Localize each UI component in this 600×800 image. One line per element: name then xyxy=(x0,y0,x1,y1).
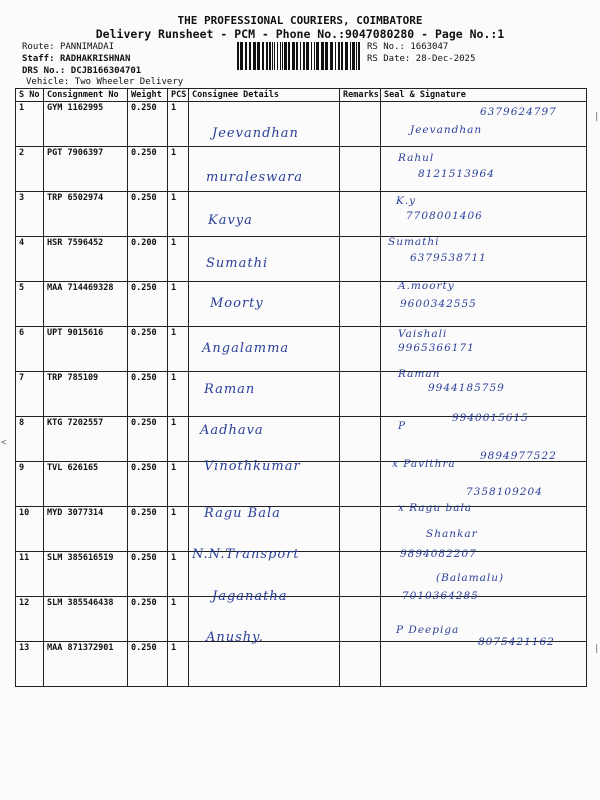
row-consignment-no: UPT 9015616 xyxy=(44,327,128,372)
row-remarks-cell xyxy=(340,507,381,552)
row-consignment-no: TVL 626165 xyxy=(44,462,128,507)
barcode-bar xyxy=(296,42,298,70)
consignee-name: Raman xyxy=(204,382,256,397)
barcode-bar xyxy=(341,42,343,70)
row-sno: 13 xyxy=(16,642,44,687)
row-sno: 12 xyxy=(16,597,44,642)
table-header-row xyxy=(16,89,587,102)
barcode-bar xyxy=(240,42,243,70)
consignee-name: Kavya xyxy=(208,213,253,228)
vehicle-label: Vehicle: xyxy=(26,77,75,87)
row-remarks-cell xyxy=(340,417,381,462)
receiver-signature: x Pavithra xyxy=(392,458,456,470)
receiver-phone: 9600342555 xyxy=(400,298,477,310)
consignee-name: Ragu Bala xyxy=(204,506,281,521)
receiver-signature: Shankar xyxy=(426,528,478,540)
drs-value: DCJB166304701 xyxy=(70,66,142,76)
row-consignment-no: TRP 785109 xyxy=(44,372,128,417)
row-weight: 0.250 xyxy=(128,597,168,642)
barcode-bar xyxy=(306,42,309,70)
rs-date-value: 28-Dec-2025 xyxy=(415,54,476,64)
row-weight: 0.250 xyxy=(128,147,168,192)
row-consignee-cell xyxy=(189,642,340,687)
row-remarks-cell xyxy=(340,552,381,597)
row-sno: 9 xyxy=(16,462,44,507)
table-row xyxy=(16,237,587,282)
row-remarks-cell xyxy=(340,597,381,642)
receiver-signature: Jeevandhan xyxy=(410,124,483,136)
barcode-bar xyxy=(288,42,290,70)
barcode-bar xyxy=(249,42,251,70)
rs-date-line xyxy=(367,54,475,64)
row-weight: 0.250 xyxy=(128,102,168,147)
row-pcs: 1 xyxy=(168,462,189,507)
drs-label: DRS No.: xyxy=(22,66,71,76)
table-row xyxy=(16,282,587,327)
rs-date-label: RS Date: xyxy=(367,54,416,64)
barcode-bar xyxy=(272,42,273,70)
consignee-name: muraleswara xyxy=(206,170,304,185)
row-pcs: 1 xyxy=(168,372,189,417)
receiver-phone: 6379624797 xyxy=(480,106,557,118)
row-weight: 0.250 xyxy=(128,552,168,597)
receiver-phone: 8075421162 xyxy=(478,636,555,648)
rs-no-line xyxy=(367,42,448,52)
col-weight: Weight xyxy=(128,89,168,102)
row-remarks-cell xyxy=(340,282,381,327)
row-weight: 0.250 xyxy=(128,327,168,372)
row-weight: 0.250 xyxy=(128,372,168,417)
row-weight: 0.250 xyxy=(128,192,168,237)
row-signature-cell xyxy=(381,642,587,687)
consignee-name: Anushy. xyxy=(206,630,264,645)
row-remarks-cell xyxy=(340,372,381,417)
receiver-signature: P xyxy=(398,420,407,432)
punch-mark: | xyxy=(594,644,600,654)
receiver-signature: (Balamalu) xyxy=(436,572,505,584)
barcode-bar xyxy=(292,42,295,70)
receiver-phone: 7010364285 xyxy=(402,590,479,602)
barcode-bar xyxy=(245,42,247,70)
barcode-bar xyxy=(314,42,315,70)
barcode-bar xyxy=(277,42,278,70)
row-consignment-no: SLM 385546438 xyxy=(44,597,128,642)
vehicle-value: Two Wheeler Delivery xyxy=(74,77,184,87)
consignee-name: Moorty xyxy=(210,296,264,311)
row-weight: 0.250 xyxy=(128,507,168,552)
barcode-bar xyxy=(338,42,340,70)
receiver-phone: 9894082207 xyxy=(400,548,477,560)
row-remarks-cell xyxy=(340,192,381,237)
consignee-name: N.N.Transport xyxy=(192,547,300,562)
barcode-bar xyxy=(356,42,357,70)
row-sno: 10 xyxy=(16,507,44,552)
consignee-name: Sumathi xyxy=(206,256,269,271)
row-consignment-no: MYD 3077314 xyxy=(44,507,128,552)
drs-line xyxy=(22,66,141,76)
barcode-bar xyxy=(237,42,239,70)
receiver-phone: 8121513964 xyxy=(418,168,495,180)
row-pcs: 1 xyxy=(168,147,189,192)
barcode-bar xyxy=(274,42,275,70)
row-consignment-no: KTG 7202557 xyxy=(44,417,128,462)
barcode-bar xyxy=(280,42,281,70)
row-sno: 6 xyxy=(16,327,44,372)
table-row xyxy=(16,192,587,237)
runsheet-title: Delivery Runsheet - PCM - Phone No.:9047080280 - Page No.:1 xyxy=(95,27,505,41)
col-pcs: PCS xyxy=(168,89,189,102)
row-pcs: 1 xyxy=(168,507,189,552)
col-remarks: Remarks xyxy=(340,89,381,102)
consignee-name: Jeevandhan xyxy=(212,126,299,141)
row-consignment-no: SLM 385616519 xyxy=(44,552,128,597)
receiver-signature: Sumathi xyxy=(388,236,440,248)
barcode-bar xyxy=(311,42,312,70)
row-pcs: 1 xyxy=(168,552,189,597)
row-remarks-cell xyxy=(340,462,381,507)
row-pcs: 1 xyxy=(168,597,189,642)
barcode-bar xyxy=(282,42,283,70)
barcode-bar xyxy=(325,42,328,70)
row-consignment-no: PGT 7906397 xyxy=(44,147,128,192)
row-consignment-no: MAA 714469328 xyxy=(44,282,128,327)
staff-value: RADHAKRISHNAN xyxy=(59,54,131,64)
barcode-bar xyxy=(335,42,336,70)
row-remarks-cell xyxy=(340,147,381,192)
barcode-bar xyxy=(300,42,301,70)
row-sno: 3 xyxy=(16,192,44,237)
staff-label: Staff: xyxy=(22,54,60,64)
row-weight: 0.250 xyxy=(128,462,168,507)
receiver-phone: 7358109204 xyxy=(466,486,543,498)
route-line xyxy=(22,42,114,52)
barcode-bar xyxy=(284,42,287,70)
barcode-bar xyxy=(253,42,256,70)
row-consignment-no: MAA 871372901 xyxy=(44,642,128,687)
barcode-bar xyxy=(330,42,333,70)
barcode-bar xyxy=(262,42,264,70)
receiver-phone: 9940015615 xyxy=(452,412,529,424)
vehicle-line xyxy=(26,77,183,87)
col-seal-signature: Seal & Signature xyxy=(381,89,587,102)
company-title: THE PROFESSIONAL COURIERS, COIMBATORE xyxy=(177,14,423,27)
rs-no-label: RS No.: xyxy=(367,42,411,52)
barcode-bar xyxy=(266,42,268,70)
staff-line xyxy=(22,54,130,64)
row-weight: 0.250 xyxy=(128,282,168,327)
route-value: PANNIMADAI xyxy=(59,42,115,52)
row-sno: 11 xyxy=(16,552,44,597)
row-remarks-cell xyxy=(340,327,381,372)
row-weight: 0.250 xyxy=(128,642,168,687)
receiver-signature: P Deepiga xyxy=(396,624,460,636)
receiver-signature: A.moorty xyxy=(398,280,455,292)
table-row xyxy=(16,327,587,372)
barcode-bar xyxy=(316,42,319,70)
receiver-phone: 9965366171 xyxy=(398,342,475,354)
row-sno: 2 xyxy=(16,147,44,192)
consignee-name: Vinothkumar xyxy=(204,459,301,474)
barcode-bar xyxy=(269,42,271,70)
table-row xyxy=(16,597,587,642)
receiver-phone: 9944185759 xyxy=(428,382,505,394)
row-consignment-no: TRP 6502974 xyxy=(44,192,128,237)
barcode-bar xyxy=(321,42,324,70)
barcode-bar xyxy=(345,42,348,70)
consignee-name: Angalamma xyxy=(202,341,290,356)
receiver-signature: x Ragu bala xyxy=(398,502,473,514)
row-weight: 0.250 xyxy=(128,417,168,462)
consignee-name: Aadhava xyxy=(200,423,264,438)
punch-mark: | xyxy=(594,112,600,122)
table-row xyxy=(16,507,587,552)
receiver-phone: 9894977522 xyxy=(480,450,557,462)
row-sno: 7 xyxy=(16,372,44,417)
row-consignment-no: HSR 7596452 xyxy=(44,237,128,282)
row-remarks-cell xyxy=(340,237,381,282)
punch-mark: < xyxy=(1,438,7,448)
row-pcs: 1 xyxy=(168,327,189,372)
barcode-bar xyxy=(303,42,305,70)
row-sno: 4 xyxy=(16,237,44,282)
row-weight: 0.200 xyxy=(128,237,168,282)
receiver-signature: Rahul xyxy=(398,152,435,164)
table-row xyxy=(16,642,587,687)
col-consignee: Consignee Details xyxy=(189,89,340,102)
receiver-signature: K.y xyxy=(396,195,417,207)
col-consignment: Consignment No xyxy=(44,89,128,102)
route-label: Route: xyxy=(22,42,60,52)
rs-no-value: 1663047 xyxy=(410,42,449,52)
barcode-bar xyxy=(358,42,360,70)
row-remarks-cell xyxy=(340,642,381,687)
table-row xyxy=(16,462,587,507)
row-sno: 8 xyxy=(16,417,44,462)
row-pcs: 1 xyxy=(168,282,189,327)
row-pcs: 1 xyxy=(168,642,189,687)
row-sno: 5 xyxy=(16,282,44,327)
table-row xyxy=(16,372,587,417)
consignee-name: Jaganatha xyxy=(212,589,288,604)
receiver-signature: Raman xyxy=(398,368,441,380)
barcode-bar xyxy=(350,42,351,70)
row-pcs: 1 xyxy=(168,102,189,147)
barcode-bar xyxy=(257,42,260,70)
barcode-bar xyxy=(352,42,355,70)
row-pcs: 1 xyxy=(168,417,189,462)
row-pcs: 1 xyxy=(168,192,189,237)
receiver-phone: 6379538711 xyxy=(410,252,487,264)
receiver-phone: 7708001406 xyxy=(406,210,483,222)
row-consignment-no: GYM 1162995 xyxy=(44,102,128,147)
row-remarks-cell xyxy=(340,102,381,147)
barcode xyxy=(237,42,363,70)
receiver-signature: Vaishali xyxy=(398,328,448,340)
col-sno: S No xyxy=(16,89,44,102)
row-sno: 1 xyxy=(16,102,44,147)
row-pcs: 1 xyxy=(168,237,189,282)
